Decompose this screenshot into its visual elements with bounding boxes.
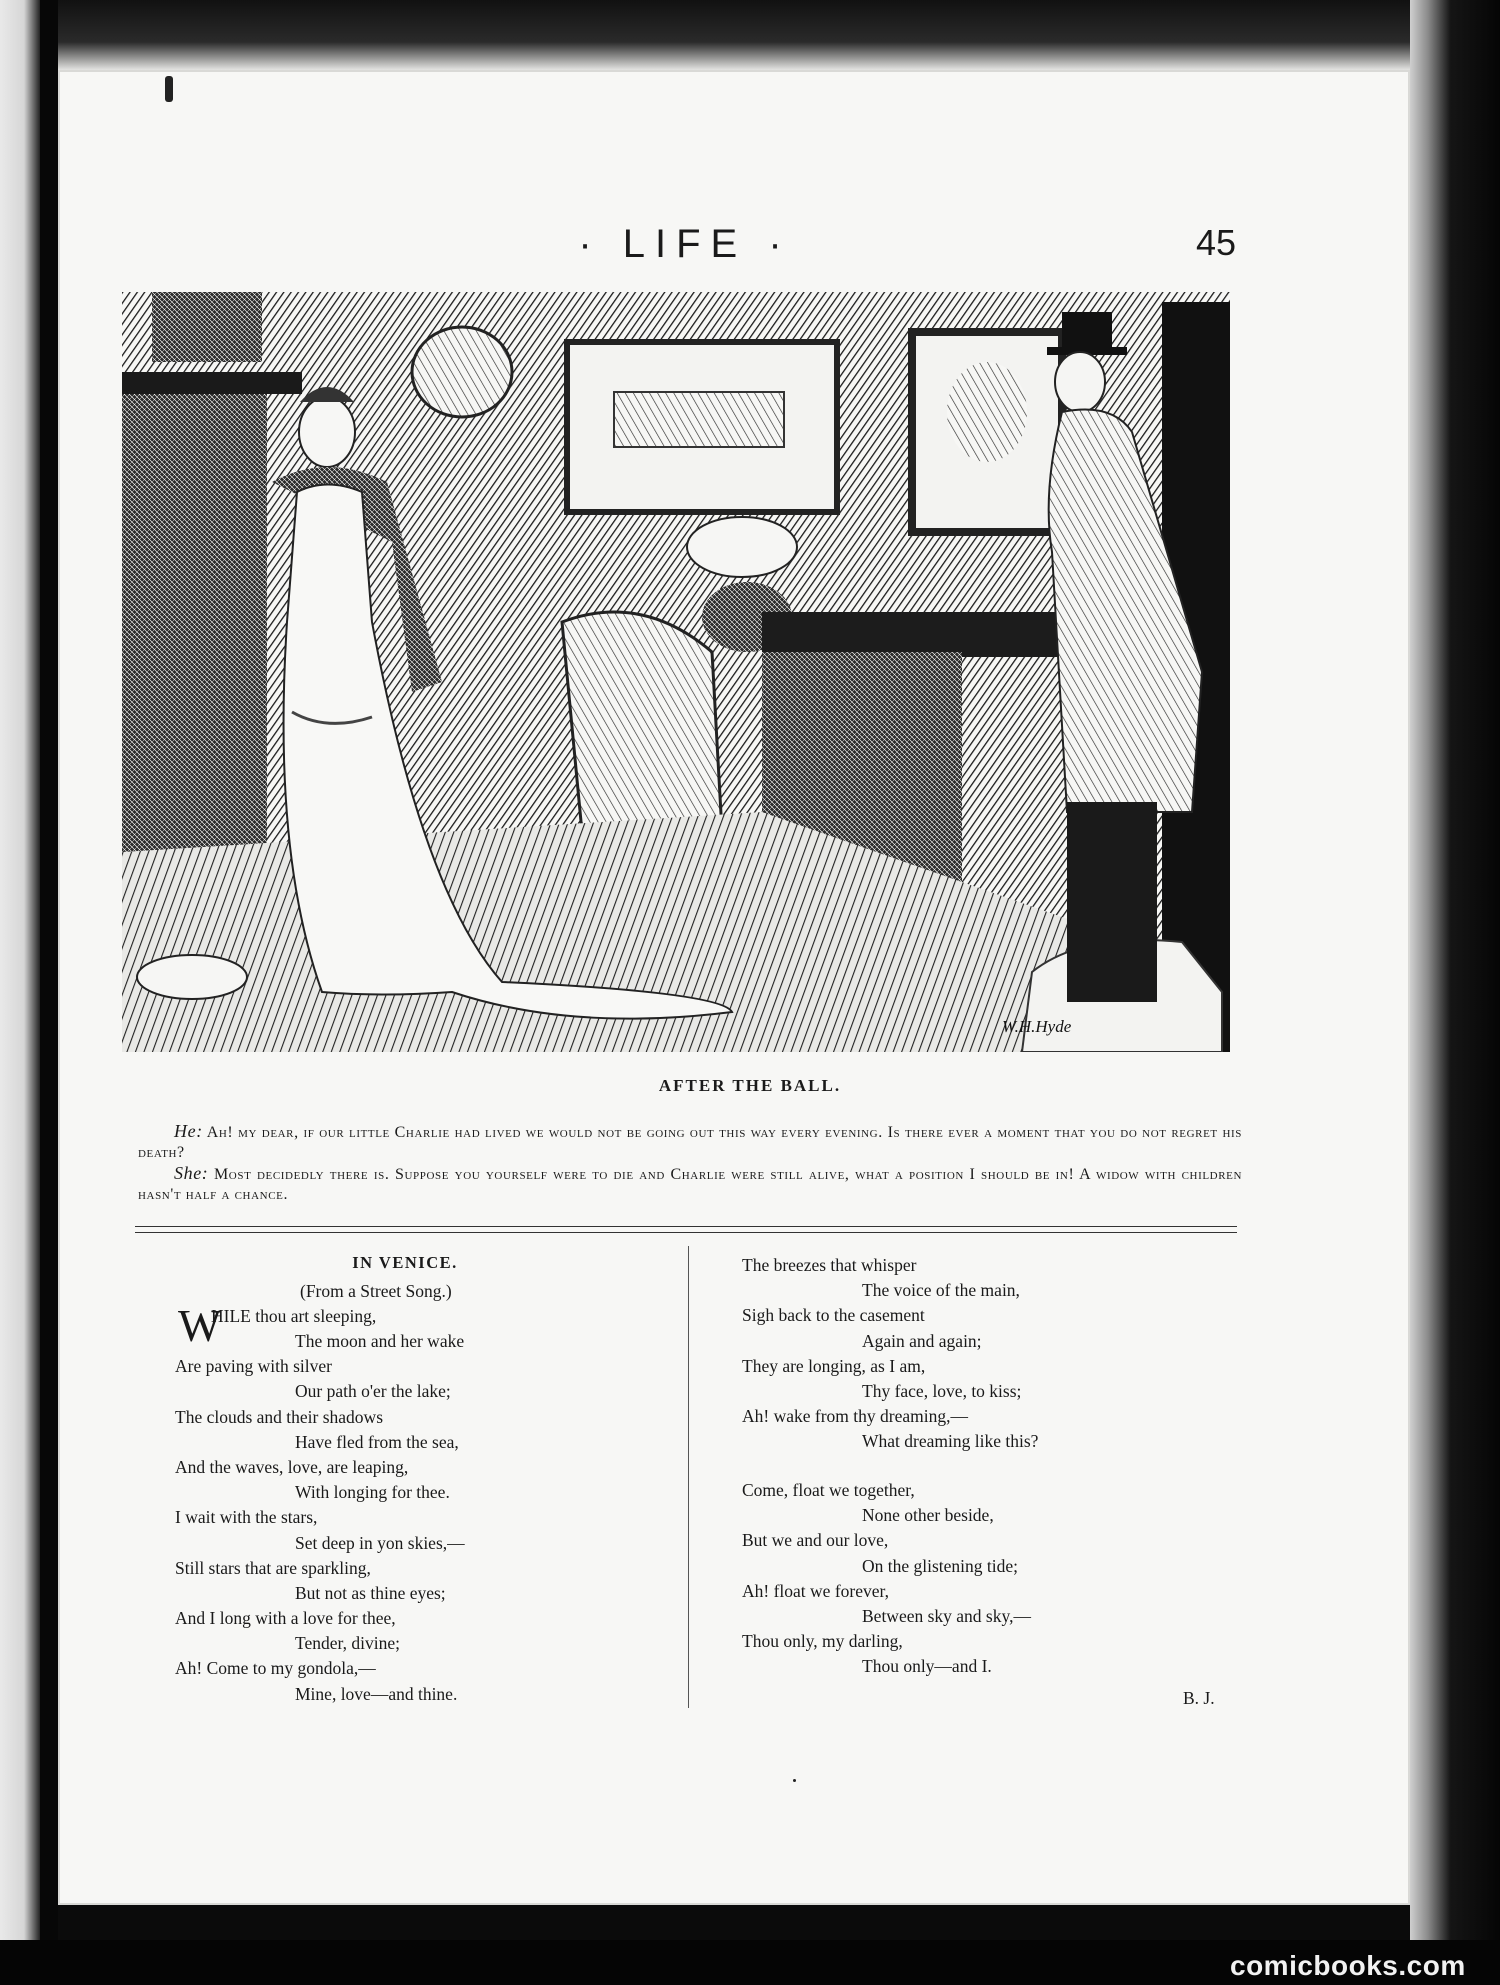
column-divider — [688, 1246, 689, 1708]
poem-line: HILE thou art sleeping, — [211, 1306, 377, 1326]
poem-line: And I long with a love for thee, — [175, 1608, 396, 1629]
print-speck — [793, 1779, 796, 1782]
page-number: 45 — [1196, 222, 1237, 263]
double-rule-bottom — [135, 1232, 1237, 1233]
poem-drop-cap: W — [178, 1300, 222, 1351]
poem-signature: B. J. — [1183, 1688, 1215, 1708]
poem-subtitle: (From a Street Song.) — [300, 1281, 452, 1301]
engraving-illustration — [122, 292, 1230, 1052]
scan-top-shadow — [58, 0, 1410, 70]
scan-mark — [165, 76, 173, 102]
poem-line: Tender, divine; — [295, 1633, 400, 1654]
poem-line: The breezes that whisper — [742, 1255, 917, 1275]
poem-first-line — [211, 1304, 376, 1329]
page-right-edge — [1410, 0, 1500, 1940]
double-rule-top — [135, 1226, 1237, 1227]
poem-right-stanza-2 — [742, 1478, 1031, 1680]
poem-line: Ah! Come to my gondola,— — [175, 1658, 376, 1679]
fireplace — [122, 382, 267, 862]
poem-line: The voice of the main, — [862, 1280, 1020, 1301]
book-gutter — [40, 0, 58, 1940]
poem-line: With longing for thee. — [295, 1482, 450, 1503]
poem-line: None other beside, — [862, 1505, 994, 1526]
poem-line: And the waves, love, are leaping, — [175, 1456, 409, 1477]
poem-line: Come, float we together, — [742, 1480, 915, 1500]
poem-line: They are longing, as I am, — [742, 1355, 926, 1376]
speaker-she: She: — [174, 1163, 209, 1183]
speaker-he: He: — [174, 1121, 203, 1141]
poem-line: Thou only—and I. — [862, 1656, 992, 1677]
poem-line: Ah! float we forever, — [742, 1580, 890, 1601]
adjacent-page-edge — [0, 0, 40, 1940]
poem-line: What dreaming like this? — [862, 1431, 1039, 1452]
poem-line: Ah! wake from thy dreaming,— — [742, 1406, 968, 1427]
dialogue-she-text: Most decidedly there is. Suppose you yourself were to die and Charlie were still alive, what a position I should be in! A widow with children hasn't half a chance. — [138, 1166, 1242, 1203]
poem-line: Are paving with silver — [175, 1356, 332, 1377]
poem-line: Still stars that are sparkling, — [175, 1557, 371, 1578]
cartoon-dialogue — [138, 1121, 1242, 1205]
dialogue-he-text: Ah! my dear, if our little Charlie had lived we would not be going out this way every evening. Is there ever a moment that you do not regret his death? — [138, 1124, 1242, 1161]
dialogue-line-he — [138, 1121, 1242, 1163]
poem-line: But not as thine eyes; — [295, 1582, 446, 1603]
masthead: · LIFE · — [578, 222, 792, 266]
poem-line: But we and our love, — [742, 1530, 889, 1551]
poem-line: Thy face, love, to kiss; — [862, 1380, 1022, 1401]
poem-line: Mine, love—and thine. — [295, 1683, 458, 1704]
poem-line: The moon and her wake — [295, 1331, 465, 1351]
poem-title: IN VENICE. — [352, 1253, 458, 1272]
artist-signature: W.H.Hyde — [1002, 1017, 1072, 1036]
poem-line: I wait with the stars, — [175, 1507, 318, 1528]
dialogue-line-she — [138, 1163, 1242, 1205]
poem-left-column — [175, 1329, 465, 1707]
poem-line: Sigh back to the casement — [742, 1305, 925, 1326]
site-watermark: comicbooks.com — [1230, 1950, 1466, 1981]
poem-line: Again and again; — [862, 1330, 982, 1351]
poem-line: On the glistening tide; — [862, 1555, 1019, 1576]
poem-line: Have fled from the sea, — [295, 1431, 459, 1452]
cartoon-title: AFTER THE BALL. — [658, 1076, 842, 1095]
poem-line: Our path o'er the lake; — [295, 1381, 451, 1402]
poem-line: The clouds and their shadows — [175, 1406, 384, 1427]
poem-line: Thou only, my darling, — [742, 1631, 903, 1652]
poem-line: Between sky and sky,— — [862, 1605, 1031, 1626]
poem-line: Set deep in yon skies,— — [295, 1532, 465, 1553]
poem-right-stanza-1 — [742, 1253, 1038, 1455]
